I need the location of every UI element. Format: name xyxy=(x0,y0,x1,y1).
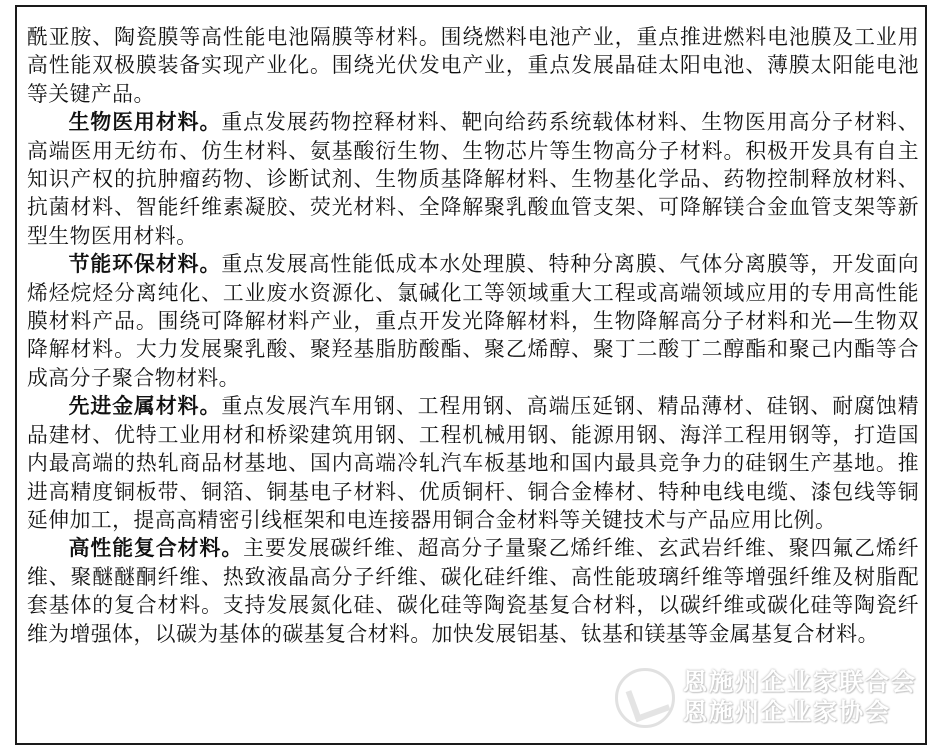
paragraph-biomedical xyxy=(27,108,919,250)
watermark-line-1: 恩施州企业家联合会 xyxy=(683,668,917,696)
document-frame xyxy=(15,5,927,745)
paragraph-composite-body: 主要发展碳纤维、超高分子量聚乙烯纤维、玄武岩纤维、聚四氟乙烯纤维、聚醚醚酮纤维、热致液晶高分子纤维、碳化硅纤维、高性能玻璃纤维等增强纤维及树脂配套基体的复合材料。支持发展氮化硅、碳化硅等陶瓷基复合材料，以碳纤维或碳化硅等陶瓷纤维为增强体，以碳为基体的碳基复合材料。加快发展铝基、钛基和镁基等金属基复合材料。 xyxy=(27,536,920,646)
paragraph-intro xyxy=(27,23,919,108)
paragraph-composite-heading: 高性能复合材料。 xyxy=(68,536,244,561)
watermark-line-2: 恩施州企业家协会 xyxy=(683,698,891,726)
paragraph-biomedical-body: 重点发展药物控释材料、靶向给药系统载体材料、生物医用高分子材料、高端医用无纺布、仿生材料、氨基酸衍生物、生物芯片等生物高分子材料。积极开发具有自主知识产权的抗肿瘤药物、诊断试剂、生物质基降解材料、生物基化学品、药物控制释放材料、抗菌材料、智能纤维素凝胶、荧光材料、全降解聚乳酸血管支架、可降解镁合金血管支架等新型生物医用材料。 xyxy=(27,110,920,248)
paragraph-environmental-heading: 节能环保材料。 xyxy=(68,252,222,277)
paragraph-metal xyxy=(27,392,919,534)
paragraph-environmental-body: 重点发展高性能低成本水处理膜、特种分离膜、气体分离膜等，开发面向烯烃烷烃分离纯化、工业废水资源化、氯碱化工等领域重大工程或高端领域应用的专用高性能膜材料产品。围绕可降解材料产业，重点开发光降解材料，生物降解高分子材料和光—生物双降解材料。大力发展聚乳酸、聚羟基脂肪酸酯、聚乙烯醇、聚丁二酸丁二醇酯和聚己内酯等合成高分子聚合物材料。 xyxy=(27,252,920,390)
paragraph-intro-body: 酰亚胺、陶瓷膜等高性能电池隔膜等材料。围绕燃料电池产业，重点推进燃料电池膜及工业用高性能双极膜装备实现产业化。围绕光伏发电产业，重点发展晶硅太阳电池、薄膜太阳能电池等关键产品。 xyxy=(27,25,919,106)
paragraph-composite xyxy=(27,534,919,648)
document-body xyxy=(27,23,919,648)
paragraph-metal-heading: 先进金属材料。 xyxy=(68,394,222,419)
paragraph-metal-body: 重点发展汽车用钢、工程用钢、高端压延钢、精品薄材、硅钢、耐腐蚀精品建材、优特工业用材和桥梁建筑用钢、工程机械用钢、能源用钢、海洋工程用钢等，打造国内最高端的热轧商品材基地、国内高端冷轧汽车板基地和国内最具竞争力的硅钢生产基地。推进高精度铜板带、铜箔、铜基电子材料、优质铜杆、铜合金棒材、特种电线电缆、漆包线等铜延伸加工，提高高精密引线框架和电连接器用铜合金材料等关键技术与产品应用比例。 xyxy=(27,394,920,532)
paragraph-environmental xyxy=(27,250,919,392)
paragraph-biomedical-heading: 生物医用材料。 xyxy=(68,110,222,135)
